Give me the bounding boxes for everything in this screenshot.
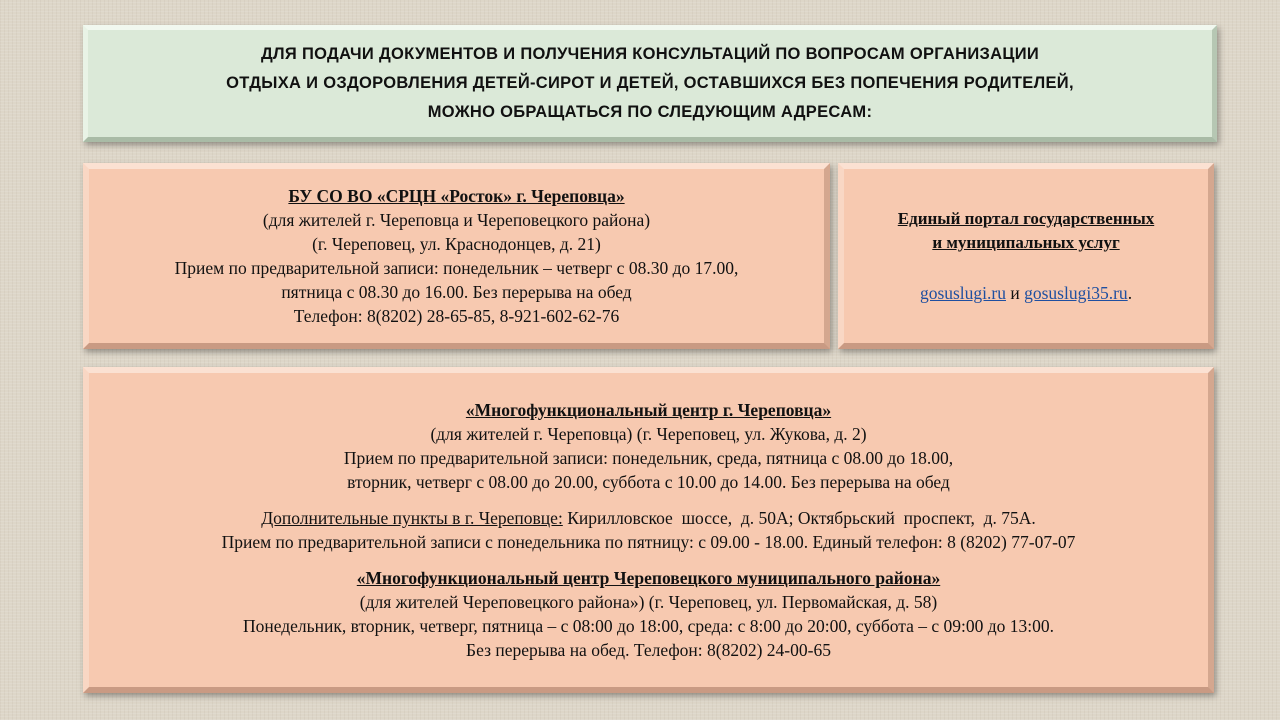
rostok-line-1: (для жителей г. Череповца и Череповецкого района) bbox=[262, 210, 651, 230]
rostok-line-5: Телефон: 8(8202) 28-65-85, 8-921-602-62-76 bbox=[293, 306, 620, 326]
header-line-1: ДЛЯ ПОДАЧИ ДОКУМЕНТОВ И ПОЛУЧЕНИЯ КОНСУЛЬТАЦИЙ ПО ВОПРОСАМ ОРГАНИЗАЦИИ bbox=[260, 45, 1040, 63]
mfc-extra-text: Кирилловское шоссе, д. 50А; Октябрьский проспект, д. 75А. bbox=[562, 508, 1036, 528]
rostok-line-3: Прием по предварительной записи: понедельник – четверг с 08.30 до 17.00, bbox=[174, 258, 739, 278]
gosuslugi-link[interactable]: gosuslugi.ru bbox=[919, 283, 1006, 303]
mfc-block2-line-2: Понедельник, вторник, четверг, пятница – с 08:00 до 18:00, среда: с 8:00 до 20:00, суббота – с 09:00 до 13:00. bbox=[242, 616, 1055, 636]
header-line-3: МОЖНО ОБРАЩАТЬСЯ ПО СЛЕДУЮЩИМ АДРЕСАМ: bbox=[427, 103, 873, 121]
mfc-title-2: «Многофункциональный центр Череповецкого муниципального района» bbox=[356, 568, 941, 588]
mfc-block1-line-1: (для жителей г. Череповца) (г. Череповец, ул. Жукова, д. 2) bbox=[430, 424, 867, 444]
mfc-panel bbox=[83, 367, 1214, 693]
mfc-block1-line-2: Прием по предварительной записи: понедельник, среда, пятница с 08.00 до 18.00, bbox=[343, 448, 954, 468]
portal-title-line-1: Единый портал государственных bbox=[897, 209, 1155, 228]
mfc-extra-line-2: Прием по предварительной записи с понедельника по пятницу: с 09.00 - 18.00. Единый телефон: 8 (8202) 77-07-07 bbox=[221, 532, 1076, 552]
portal-links bbox=[920, 281, 1132, 305]
rostok-title: БУ СО ВО «СРЦН «Росток» г. Череповца» bbox=[288, 186, 625, 206]
mfc-extra-line-1 bbox=[261, 506, 1036, 530]
rostok-line-4: пятница с 08.30 до 16.00. Без перерыва на обед bbox=[281, 282, 632, 302]
mfc-block2-line-3: Без перерыва на обед. Телефон: 8(8202) 24-00-65 bbox=[466, 640, 831, 660]
header-line-2: ОТДЫХА И ОЗДОРОВЛЕНИЯ ДЕТЕЙ-СИРОТ И ДЕТЕЙ, ОСТАВШИХСЯ БЕЗ ПОПЕЧЕНИЯ РОДИТЕЛЕЙ, bbox=[226, 74, 1074, 92]
rostok-panel bbox=[83, 163, 830, 349]
rostok-line-2: (г. Череповец, ул. Краснодонцев, д. 21) bbox=[312, 234, 601, 254]
portal-title-line-2: и муниципальных услуг bbox=[932, 233, 1120, 252]
header-panel bbox=[83, 25, 1217, 142]
gosuslugi35-link[interactable]: gosuslugi35.ru bbox=[1024, 283, 1128, 303]
portal-period: . bbox=[1127, 283, 1133, 303]
portal-panel bbox=[838, 163, 1214, 349]
mfc-title-1: «Многофункциональный центр г. Череповца» bbox=[465, 400, 832, 420]
portal-conjunction: и bbox=[1006, 283, 1025, 303]
mfc-extra-label: Дополнительные пункты в г. Череповце: bbox=[261, 508, 563, 528]
mfc-block1-line-3: вторник, четверг с 08.00 до 20.00, суббота с 10.00 до 14.00. Без перерыва на обед bbox=[347, 472, 950, 492]
mfc-block2-line-1: (для жителей Череповецкого района») (г. Череповец, ул. Первомайская, д. 58) bbox=[359, 592, 938, 612]
